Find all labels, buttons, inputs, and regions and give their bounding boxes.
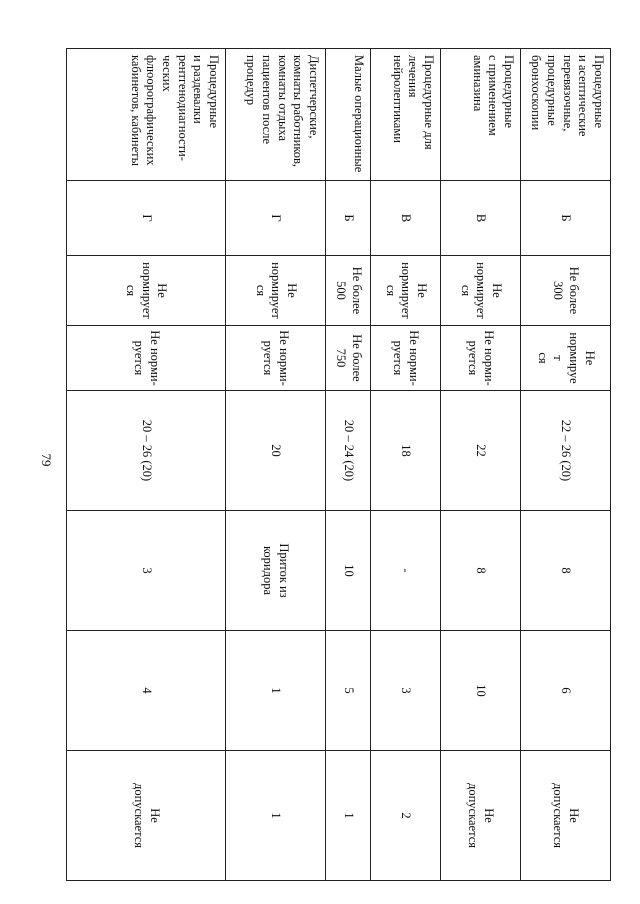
- exhaust-rate-cell: 4: [67, 631, 226, 751]
- supply-rate-cell: 8: [521, 511, 611, 631]
- exhaust-rate-cell: 1: [226, 631, 326, 751]
- table-row: [226, 49, 326, 881]
- cleanliness-class-cell: В: [441, 181, 521, 256]
- supply-rate-cell: 8: [441, 511, 521, 631]
- fungi-limit-cell: Не нормирует ся: [521, 326, 611, 391]
- room-name-cell: Малые операционные: [326, 49, 371, 181]
- exhaust-rate-cell: 6: [521, 631, 611, 751]
- rotated-table-frame: [67, 48, 611, 880]
- table-row: [521, 49, 611, 881]
- bacteria-limit-cell: Не нормируется: [226, 256, 326, 326]
- table-row: [326, 49, 371, 881]
- bacteria-limit-cell: Не более 300: [521, 256, 611, 326]
- table-row: [67, 49, 226, 881]
- bacteria-limit-cell: Не нормируется: [67, 256, 226, 326]
- temperature-cell: 20 – 24 (20): [326, 391, 371, 511]
- bacteria-limit-cell: Не нормируется: [371, 256, 441, 326]
- supply-rate-cell: 10: [326, 511, 371, 631]
- page-number: 79: [39, 453, 54, 467]
- fungi-limit-cell: Не норми- руется: [226, 326, 326, 391]
- fungi-limit-cell: Не более 750: [326, 326, 371, 391]
- table-row: [371, 49, 441, 881]
- fungi-limit-cell: Не норми- руется: [67, 326, 226, 391]
- supply-rate-cell: 3: [67, 511, 226, 631]
- temperature-cell: 22: [441, 391, 521, 511]
- recirculation-cell: Не допускается: [521, 751, 611, 881]
- fungi-limit-cell: Не норми- руется: [441, 326, 521, 391]
- cleanliness-class-cell: Г: [226, 181, 326, 256]
- recirculation-cell: 2: [371, 751, 441, 881]
- table-row: [441, 49, 521, 881]
- exhaust-rate-cell: 5: [326, 631, 371, 751]
- temperature-cell: 18: [371, 391, 441, 511]
- recirculation-cell: Не допускается: [67, 751, 226, 881]
- cleanliness-class-cell: Г: [67, 181, 226, 256]
- room-name-cell: Процедурные с применением аминазина: [441, 49, 521, 181]
- recirculation-cell: Не допускается: [441, 751, 521, 881]
- room-name-cell: Процедурные и асептические перевязочные, процедурные бронхоскопии: [521, 49, 611, 181]
- room-name-cell: Диспетчерские, комнаты работников, комнаты отдыха пациентов после процедур: [226, 49, 326, 181]
- recirculation-cell: 1: [226, 751, 326, 881]
- room-name-cell: Процедурные для лечения нейролептиками: [371, 49, 441, 181]
- exhaust-rate-cell: 3: [371, 631, 441, 751]
- supply-rate-cell: -: [371, 511, 441, 631]
- cleanliness-class-cell: Б: [521, 181, 611, 256]
- ventilation-norms-table: [66, 48, 611, 881]
- recirculation-cell: 1: [326, 751, 371, 881]
- supply-rate-cell: Приток из коридора: [226, 511, 326, 631]
- room-name-cell: Процедурные и раздевалки рентгенодиагности- ческих флюорографических кабинетов, кабинеты: [67, 49, 226, 181]
- cleanliness-class-cell: В: [371, 181, 441, 256]
- bacteria-limit-cell: Не более 500: [326, 256, 371, 326]
- cleanliness-class-cell: Б: [326, 181, 371, 256]
- temperature-cell: 20 – 26 (20): [67, 391, 226, 511]
- exhaust-rate-cell: 10: [441, 631, 521, 751]
- bacteria-limit-cell: Не нормируется: [441, 256, 521, 326]
- temperature-cell: 22 – 26 (20): [521, 391, 611, 511]
- temperature-cell: 20: [226, 391, 326, 511]
- fungi-limit-cell: Не норми- руется: [371, 326, 441, 391]
